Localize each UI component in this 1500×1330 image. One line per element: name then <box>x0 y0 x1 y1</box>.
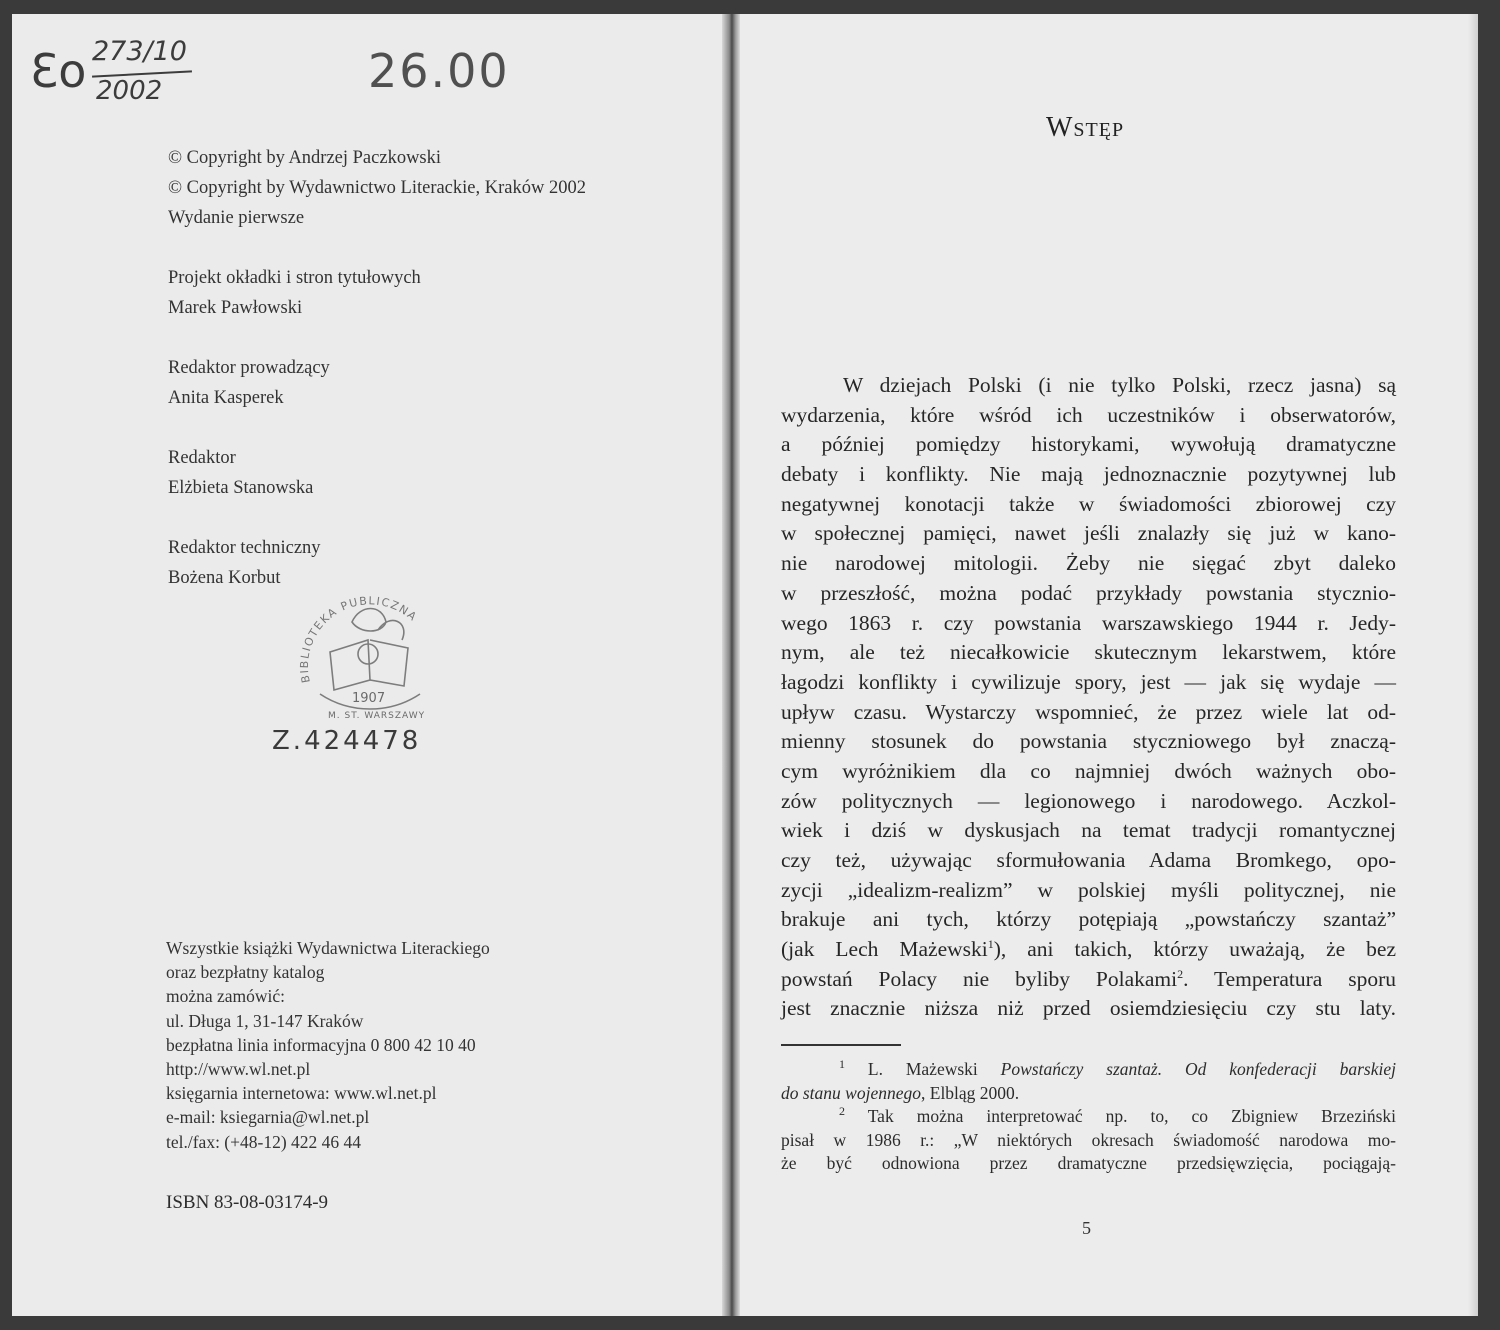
copyright-line: © Copyright by Andrzej Paczkowski <box>168 148 442 168</box>
contact-line: można zamówić: <box>166 986 286 1007</box>
handwritten-price: 26.00 <box>368 44 510 98</box>
body-line-with-footnote <box>781 965 1396 995</box>
contact-address: ul. Długa 1, 31-147 Kraków <box>166 1010 364 1031</box>
copyright-line: © Copyright by Wydawnictwo Literackie, Kraków 2002 <box>168 178 586 198</box>
footnote-divider <box>781 1044 901 1046</box>
footnote-author: L. Mażewski <box>867 1059 1001 1079</box>
body-line-part: . Temperatura sporu <box>1183 966 1396 991</box>
body-line: upływ czasu. Wystarczy wspomnieć, że przez wiele lat od- <box>781 699 1396 724</box>
body-line: negatywnej konotacji także w świadomości zbiorowej czy <box>781 491 1396 516</box>
footnote-2 <box>781 1105 1396 1129</box>
footnote-reference[interactable]: 1 <box>987 936 994 951</box>
body-line: zycji „idealizm-realizm” w polskiej myśli politycznej, nie <box>781 877 1396 902</box>
page-edge <box>1468 14 1478 1316</box>
contact-line: oraz bezpłatny katalog <box>166 962 325 983</box>
body-line: mienny stosunek do powstania styczniowego był znaczą- <box>781 729 1396 754</box>
body-line-with-footnote <box>781 935 1396 965</box>
body-line: a później pomiędzy historykami, wywołują dramatyczne <box>781 432 1396 457</box>
body-line: nie narodowej mitologii. Żeby nie sięgać zbyt daleko <box>781 551 1396 576</box>
page-number: 5 <box>1082 1218 1091 1238</box>
stamp-bottom-text: M. ST. WARSZAWY <box>328 711 426 721</box>
contact-telfax: tel./fax: (+48-12) 422 46 44 <box>166 1131 362 1152</box>
body-line: cym wyróżnikiem dla co najmniej dwóch ważnych obo- <box>781 758 1396 783</box>
contact-bookstore: księgarnia internetowa: www.wl.net.pl <box>166 1083 437 1104</box>
footnote-mark: 1 <box>839 1057 845 1072</box>
footnote-title: Powstańczy szantaż. Od konfederacji barskiej <box>1000 1059 1396 1079</box>
stamp-arc-text: BIBLIOTEKA PUBLICZNA <box>297 594 420 684</box>
book-gutter <box>722 14 740 1316</box>
body-line: wydarzenia, które wśród ich uczestników i obserwatorów, <box>781 402 1396 427</box>
footnote-reference[interactable]: 2 <box>1177 966 1184 981</box>
body-paragraph <box>781 371 1396 1024</box>
body-line: wego 1863 r. czy powstania warszawskiego 1944 r. Jedy- <box>781 610 1396 635</box>
body-line-part: (jak Lech Mażewski <box>781 937 988 962</box>
inventory-number: Z.424478 <box>272 726 422 756</box>
footnote-1-cont <box>781 1082 1396 1106</box>
body-line: czy też, używając sformułowania Adama Bromkego, opo- <box>781 848 1396 872</box>
library-stamp <box>290 582 450 722</box>
publisher-contact <box>166 936 490 1154</box>
handwritten-call-number: 273/10 <box>92 36 187 67</box>
section-title: Wstęp <box>1046 112 1125 143</box>
footnote-tail: , Elbląg 2000. <box>921 1082 1020 1103</box>
credit-name: Anita Kasperek <box>168 388 284 408</box>
footnote-text: że być odnowiona przez dramatyczne przedsięwzięcia, pociągają- <box>781 1153 1396 1173</box>
body-line: wiek i dziś w dyskusjach na temat tradycji romantycznej <box>781 818 1396 843</box>
credit-label: Projekt okładki i stron tytułowych <box>168 268 421 288</box>
isbn: ISBN 83-08-03174-9 <box>166 1192 329 1213</box>
body-line: brakuje ani tych, którzy potępiają „powstańczy szantaż” <box>781 907 1396 932</box>
body-line: zów politycznych — legionowego i narodowego. Aczkol- <box>781 788 1396 813</box>
credit-label: Redaktor prowadzący <box>168 358 330 378</box>
footnote-mark: 2 <box>839 1104 845 1119</box>
body-line: w przeszłość, można podać przykłady powstania stycznio- <box>781 580 1396 605</box>
credit-label: Redaktor techniczny <box>168 538 321 558</box>
footnote-title: do stanu wojennego <box>781 1082 921 1103</box>
contact-phone: bezpłatna linia informacyjna 0 800 42 10 40 <box>166 1034 476 1055</box>
footnotes <box>781 1058 1396 1176</box>
edition-line: Wydanie pierwsze <box>168 208 305 228</box>
copyright-block <box>168 143 586 233</box>
body-line-part: powstań Polacy nie byliby Polakami <box>781 966 1178 991</box>
contact-website: http://www.wl.net.pl <box>166 1059 311 1080</box>
handwritten-year: 2002 <box>96 76 163 106</box>
body-line: jest znacznie niższa niż przed osiemdziesięciu czy stu laty. <box>781 996 1396 1021</box>
credit-name: Elżbieta Stanowska <box>168 478 314 498</box>
stamp-year: 1907 <box>352 691 386 706</box>
cover-design-credit <box>168 263 421 323</box>
body-line: łagodzi konflikty i cywilizuje spory, jest — jak się wydaje — <box>781 669 1396 694</box>
body-line: w społecznej pamięci, nawet jeśli znalazły się już w kano- <box>781 521 1396 546</box>
credit-name: Marek Pawłowski <box>168 298 303 318</box>
body-line: W dziejach Polski (i nie tylko Polski, rzecz jasna) są <box>843 373 1396 397</box>
footnote-1 <box>781 1058 1396 1082</box>
footnote-text: Tak można interpretować np. to, co Zbigniew Brzeziński <box>867 1106 1396 1126</box>
body-line-part: ), ani takich, którzy uważają, że bez <box>993 937 1396 962</box>
managing-editor-credit <box>168 353 330 413</box>
credit-label: Redaktor <box>168 448 236 468</box>
body-line: debaty i konflikty. Nie mają jednoznacznie pozytywnej lub <box>781 462 1396 487</box>
credit-name: Bożena Korbut <box>168 568 281 588</box>
handwritten-symbol: Ɛo <box>30 44 87 98</box>
body-line: nym, ale też niecałkowicie skutecznym lekarstwem, które <box>781 640 1396 665</box>
contact-email: e-mail: ksiegarnia@wl.net.pl <box>166 1107 370 1128</box>
contact-line: Wszystkie książki Wydawnictwa Literackiego <box>166 938 490 958</box>
editor-credit <box>168 443 313 503</box>
footnote-text: pisał w 1986 r.: „W niektórych okresach świadomość narodowa mo- <box>781 1129 1396 1150</box>
